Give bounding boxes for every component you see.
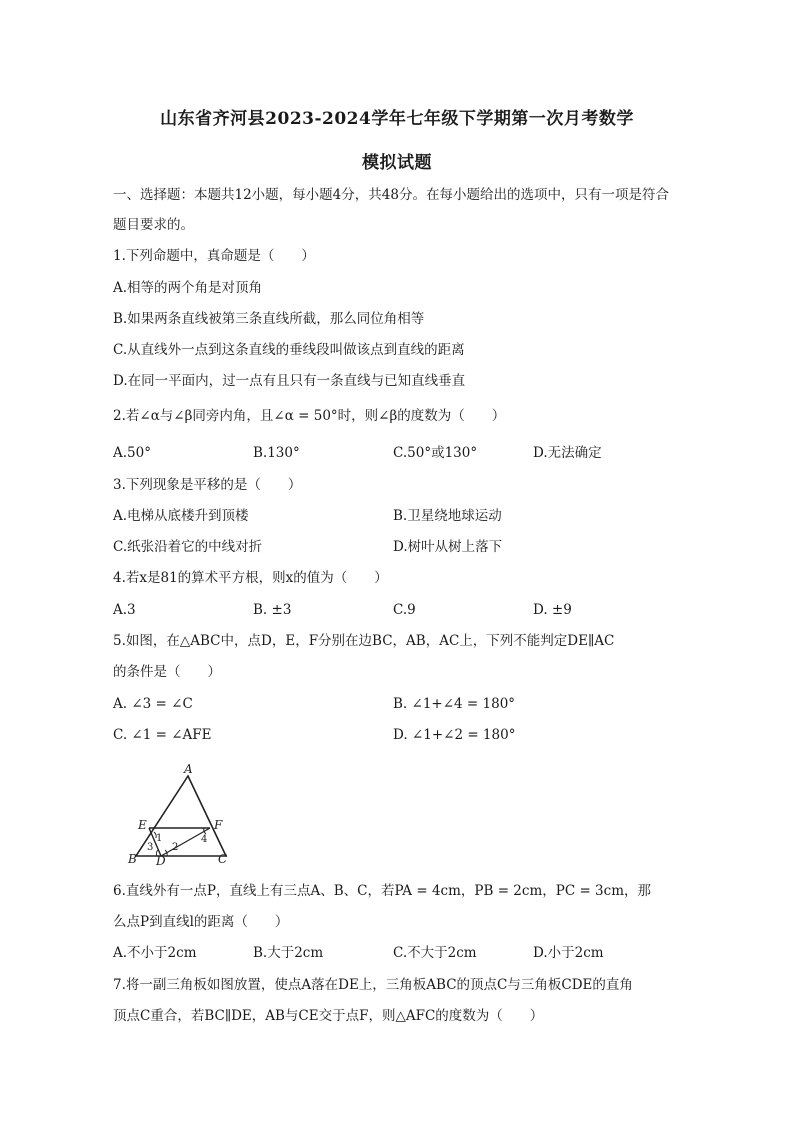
q2-option-b: B.130°: [253, 445, 300, 461]
q6-option-b: B.大于2cm: [253, 945, 324, 961]
q3-option-c: C.纸张沿着它的中线对折: [113, 539, 263, 555]
q4-stem: 4.若x是81的算术平方根，则x的值为（ ）: [113, 570, 388, 586]
exam-title: 山东省齐河县2023-2024学年七年级下学期第一次月考数学: [160, 109, 634, 129]
label-d: D: [156, 854, 166, 866]
exam-subtitle: 模拟试题: [362, 153, 432, 173]
q4-option-b: B. ±3: [253, 602, 292, 618]
q2-stem: 2.若∠α与∠β同旁内角，且∠α = 50°时，则∠β的度数为（ ）: [113, 408, 506, 424]
q3-option-a: A.电梯从底楼升到顶楼: [113, 508, 249, 524]
q1-option-d: D.在同一平面内，过一点有且只有一条直线与已知直线垂直: [113, 373, 466, 389]
q2-option-a: A.50°: [113, 445, 151, 461]
q6-stem: 6.直线外有一点P，直线上有三点A、B、C，若PA = 4cm，PB = 2cm，PC = 3cm，那: [113, 883, 652, 899]
label-angle-1: 1: [156, 833, 163, 844]
q1-option-b: B.如果两条直线被第三条直线所截，那么同位角相等: [113, 311, 425, 327]
q5-option-c: C. ∠1 = ∠AFE: [113, 727, 212, 743]
label-b: B: [128, 852, 137, 866]
q7-stem: 7.将一副三角板如图放置，使点A落在DE上，三角板ABC的顶点C与三角板CDE的直角: [113, 977, 633, 993]
label-angle-2: 2: [172, 842, 179, 853]
q3-option-b: B.卫星绕地球运动: [393, 508, 502, 524]
q3-stem: 3.下列现象是平移的是（ ）: [113, 477, 302, 493]
section-instructions-cont: 题目要求的。: [113, 217, 194, 233]
q6-option-c: C.不大于2cm: [393, 945, 477, 961]
q4-option-a: A.3: [113, 602, 136, 618]
q6-option-a: A.不小于2cm: [113, 945, 197, 961]
q4-option-c: C.9: [393, 602, 416, 618]
q1-option-a: A.相等的两个角是对顶角: [113, 280, 263, 296]
label-c: C: [218, 852, 228, 866]
q5-option-a: A. ∠3 = ∠C: [113, 696, 193, 712]
q4-option-d: D. ±9: [533, 602, 572, 618]
q3-option-d: D.树叶从树上落下: [393, 539, 503, 555]
q5-triangle-figure: [124, 762, 244, 866]
q5-stem-cont: 的条件是（ ）: [113, 664, 221, 680]
label-angle-4: 4: [201, 834, 208, 845]
q1-option-c: C.从直线外一点到这条直线的垂线段叫做该点到直线的距离: [113, 342, 465, 358]
q5-stem: 5.如图，在△ABC中，点D，E，F分别在边BC，AB，AC上，下列不能判定DE∥AC: [113, 633, 615, 649]
label-angle-3: 3: [147, 842, 154, 853]
q6-option-d: D.小于2cm: [533, 945, 604, 961]
q2-option-c: C.50°或130°: [393, 445, 478, 461]
q5-option-d: D. ∠1+∠2 = 180°: [393, 727, 516, 743]
label-f: F: [214, 818, 223, 832]
label-a: A: [184, 762, 193, 776]
q7-stem-cont: 顶点C重合，若BC∥DE，AB与CE交于点F，则△AFC的度数为（ ）: [113, 1008, 544, 1024]
section-instructions: 一、选择题：本题共12小题，每小题4分，共48分。在每小题给出的选项中，只有一项是符合: [113, 187, 669, 203]
q5-option-b: B. ∠1+∠4 = 180°: [393, 696, 516, 712]
q2-option-d: D.无法确定: [533, 445, 602, 461]
q1-stem: 1.下列命题中，真命题是（ ）: [113, 248, 315, 264]
q6-stem-cont: 么点P到直线l的距离（ ）: [113, 914, 289, 930]
label-e: E: [138, 818, 147, 832]
